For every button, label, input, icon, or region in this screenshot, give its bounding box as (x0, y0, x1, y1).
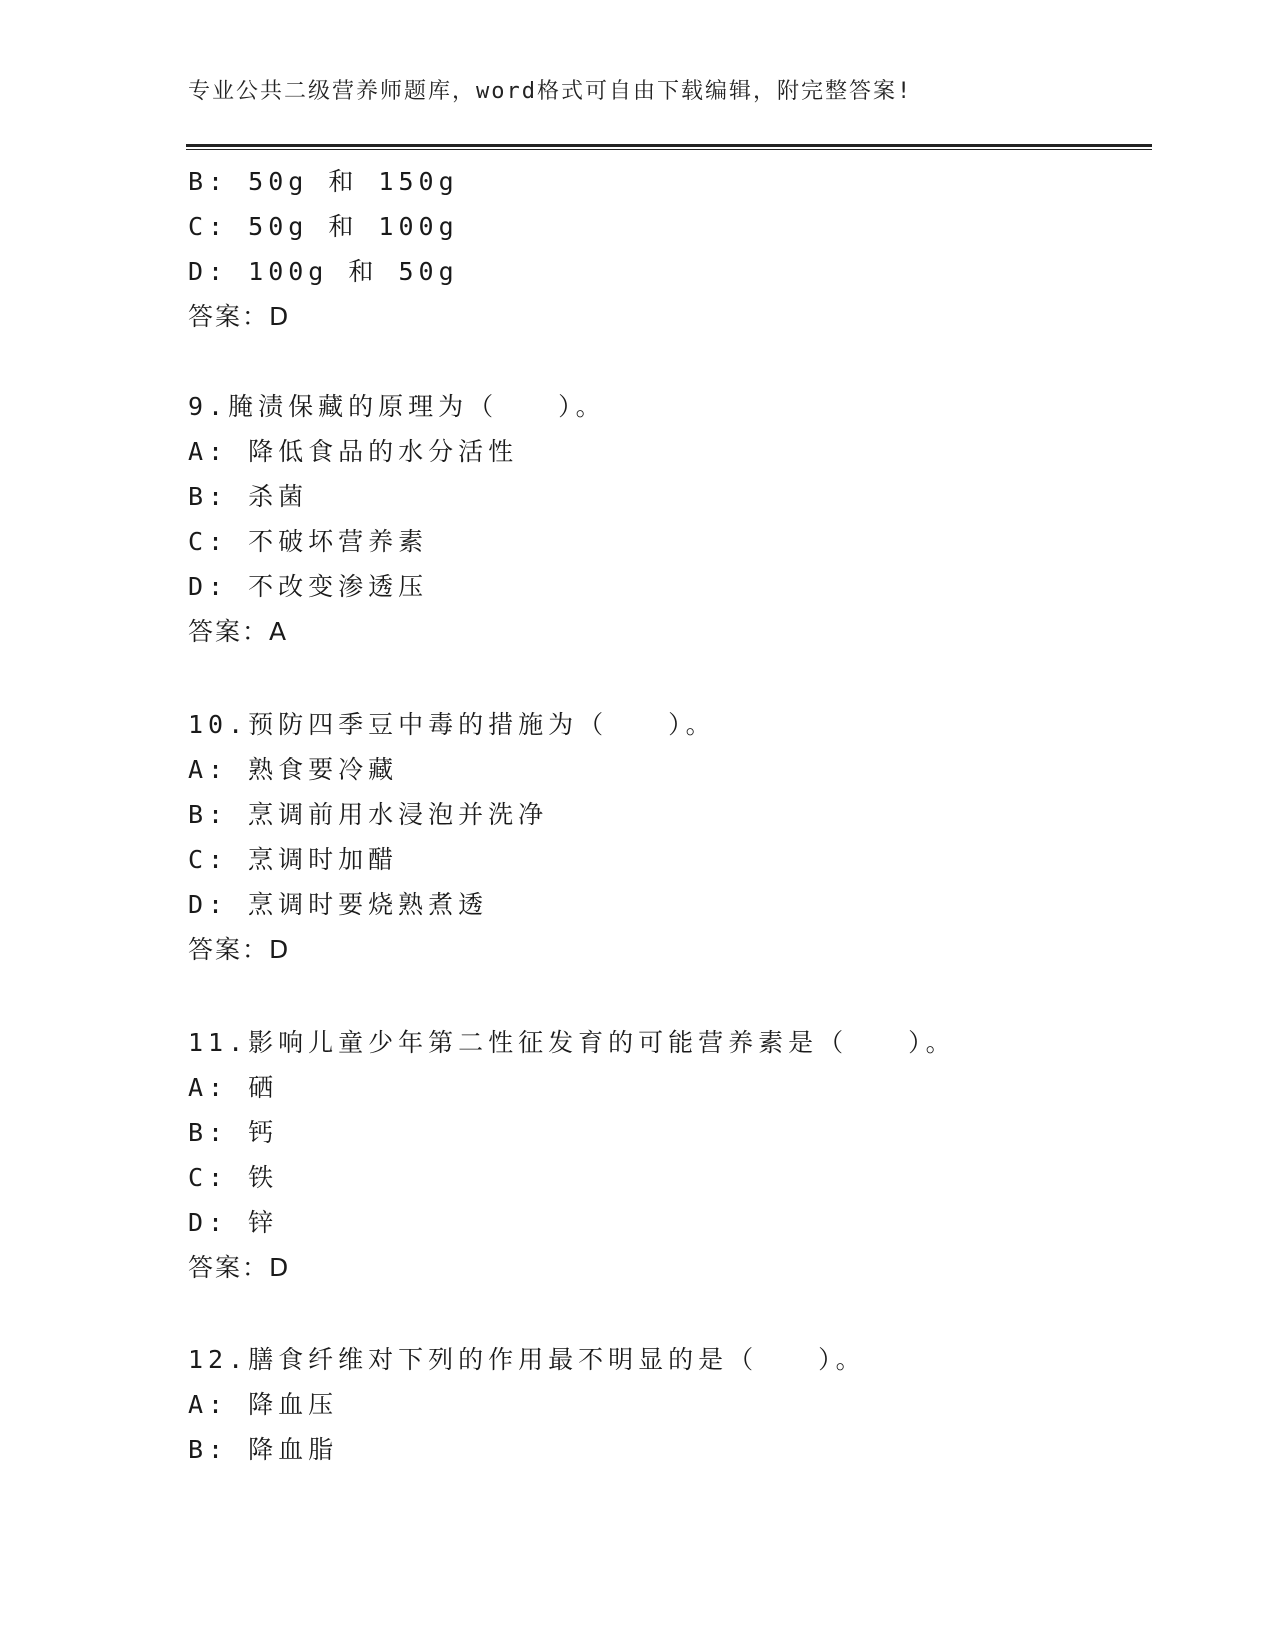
question-12: 12.膳食纤维对下列的作用最不明显的是（ ）。 (188, 1345, 866, 1374)
option-c-q8: C: 50g 和 100g (188, 212, 459, 241)
option-d-q10: D: 烹调时要烧熟煮透 (188, 890, 489, 919)
option-d-q8: D: 100g 和 50g (188, 257, 459, 286)
option-b-q8: B: 50g 和 150g (188, 167, 459, 196)
question-11: 11.影响儿童少年第二性征发育的可能营养素是（ ）。 (188, 1028, 956, 1057)
question-10: 10.预防四季豆中毒的措施为（ ）。 (188, 710, 716, 739)
option-b-q10: B: 烹调前用水浸泡并洗净 (188, 800, 549, 829)
option-a-q9: A: 降低食品的水分活性 (188, 437, 519, 466)
answer-q9: 答案：A (188, 617, 289, 646)
question-9: 9.腌渍保藏的原理为（ ）。 (188, 392, 606, 421)
option-a-q10: A: 熟食要冷藏 (188, 755, 399, 784)
header-rule-thin (186, 149, 1152, 150)
option-b-q11: B: 钙 (188, 1118, 279, 1147)
option-c-q11: C: 铁 (188, 1163, 279, 1192)
option-d-q11: D: 锌 (188, 1208, 279, 1237)
answer-q8: 答案：D (188, 302, 291, 331)
answer-q11: 答案：D (188, 1253, 291, 1282)
option-b-q12: B: 降血脂 (188, 1435, 339, 1464)
option-b-q9: B: 杀菌 (188, 482, 309, 511)
header-rule-thick (186, 144, 1152, 147)
option-a-q12: A: 降血压 (188, 1390, 339, 1419)
document-header: 专业公共二级营养师题库，word格式可自由下载编辑，附完整答案! (188, 79, 913, 104)
option-a-q11: A: 硒 (188, 1073, 279, 1102)
option-d-q9: D: 不改变渗透压 (188, 572, 429, 601)
option-c-q9: C: 不破坏营养素 (188, 527, 429, 556)
answer-q10: 答案：D (188, 935, 291, 964)
option-c-q10: C: 烹调时加醋 (188, 845, 399, 874)
